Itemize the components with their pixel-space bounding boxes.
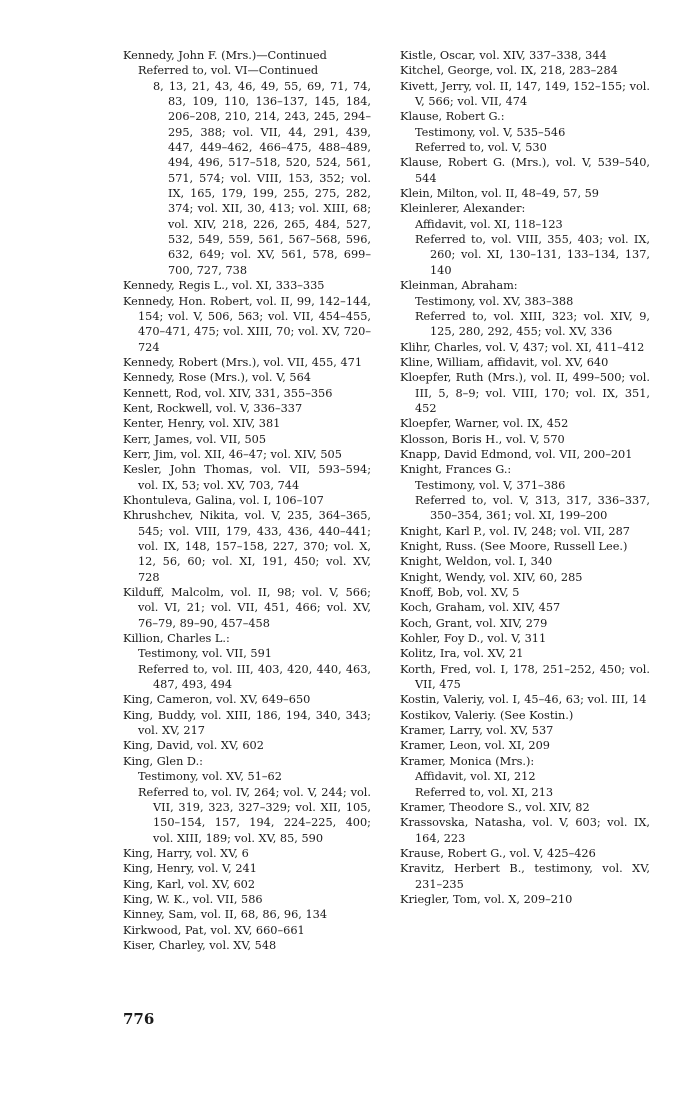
- index-entry: Kiser, Charley, vol. XV, 548: [123, 938, 277, 952]
- index-subentry: Testimony, vol. V, 535–546: [415, 125, 566, 139]
- index-subentry: Affidavit, vol. XI, 212: [415, 770, 536, 784]
- index-entry: King, Karl, vol. XV, 602: [123, 877, 256, 891]
- index-entry: Kinney, Sam, vol. II, 68, 86, 96, 134: [123, 908, 328, 922]
- index-entry: Kerr, Jim, vol. XII, 46–47; vol. XIV, 505: [123, 447, 342, 461]
- index-entry: Klein, Milton, vol. II, 48–49, 57, 59: [400, 187, 599, 201]
- index-entry: Kenter, Henry, vol. XIV, 381: [123, 417, 281, 431]
- index-subentry: Affidavit, vol. XI, 118–123: [415, 217, 563, 231]
- index-entry: Kravitz, Herbert B., testimony, vol. XV, 231–235: [400, 862, 650, 891]
- index-entry: Kennedy, John F. (Mrs.)—Continued: [123, 49, 327, 62]
- index-entry: Kennedy, Robert (Mrs.), vol. VII, 455, 471: [123, 355, 363, 369]
- index-entry: King, W. K., vol. VII, 586: [123, 892, 263, 906]
- index-entry: Kennedy, Rose (Mrs.), vol. V, 564: [123, 371, 311, 385]
- index-entry: Koch, Graham, vol. XIV, 457: [400, 601, 561, 615]
- index-subentry: Testimony, vol. VII, 591: [138, 647, 272, 661]
- index-entry: Kesler, John Thomas, vol. VII, 593–594; vol. IX, 53; vol. XV, 703, 744: [123, 463, 371, 492]
- index-entry: Killion, Charles L.:: [123, 632, 230, 646]
- index-entry: Kostin, Valeriy, vol. I, 45–46, 63; vol. III, 14: [400, 693, 647, 707]
- index-entry: Kent, Rockwell, vol. V, 336–337: [123, 401, 303, 415]
- index-entry: Kivett, Jerry, vol. II, 147, 149, 152–155; vol. V, 566; vol. VII, 474: [400, 79, 650, 109]
- index-column-right: [400, 48, 650, 907]
- index-entry: Kennett, Rod, vol. XIV, 331, 355–356: [123, 386, 333, 400]
- index-entry: Klihr, Charles, vol. V, 437; vol. XI, 411–412: [400, 340, 645, 354]
- page-number: 776: [123, 1010, 155, 1028]
- index-entry: King, Cameron, vol. XV, 649–650: [123, 693, 311, 707]
- index-subentry: Referred to, vol. VIII, 355, 403; vol. IX, 260; vol. XI, 130–131, 133–134, 137, 140: [415, 233, 650, 277]
- index-entry: King, Glen D.:: [123, 754, 203, 768]
- index-entry: Khontuleva, Galina, vol. I, 106–107: [123, 493, 324, 507]
- index-subentry: Referred to, vol. XI, 213: [415, 785, 554, 799]
- index-entry: Kitchel, George, vol. IX, 218, 283–284: [400, 64, 618, 78]
- index-subentry: Testimony, vol. XV, 383–388: [415, 294, 574, 308]
- index-subentry: Testimony, vol. V, 371–386: [415, 478, 566, 492]
- index-entry: Kistle, Oscar, vol. XIV, 337–338, 344: [400, 49, 607, 62]
- index-entry: Knight, Russ. (See Moore, Russell Lee.): [400, 540, 628, 553]
- index-entry: Knapp, David Edmond, vol. VII, 200–201: [400, 447, 633, 461]
- index-subentry: Referred to, vol. IV, 264; vol. V, 244; vol. VII, 319, 323, 327–329; vol. XII, 105, 150–154, 157, 194, 224–225, 400; vol. XIII, 189; vol. XV, 85, 590: [138, 785, 371, 845]
- index-entry: Klause, Robert G. (Mrs.), vol. V, 539–540, 544: [400, 156, 650, 185]
- index-subentry: Referred to, vol. V, 530: [415, 141, 547, 155]
- index-entry: Klosson, Boris H., vol. V, 570: [400, 432, 565, 446]
- index-entry: Khrushchev, Nikita, vol. V, 235, 364–365, 545; vol. VIII, 179, 433, 436, 440–441; vol. IX, 148, 157–158, 227, 370; vol. X, 12, 56, 60; vol. XI, 191, 450; vol. XV, 728: [123, 509, 371, 584]
- index-entry: King, Buddy, vol. XIII, 186, 194, 340, 343; vol. XV, 217: [123, 708, 371, 738]
- index-entry: Kennedy, Hon. Robert, vol. II, 99, 142–144, 154; vol. V, 506, 563; vol. VII, 454–455, 470–471, 475; vol. XIII, 70; vol. XV, 720–724: [123, 294, 371, 354]
- index-subentry: Referred to, vol. VI—Continued: [138, 64, 319, 78]
- index-entry: Kirkwood, Pat, vol. XV, 660–661: [123, 923, 305, 937]
- index-subentry: Referred to, vol. V, 313, 317, 336–337, 350–354, 361; vol. XI, 199–200: [415, 493, 650, 523]
- index-entry: Kramer, Monica (Mrs.):: [400, 754, 535, 768]
- index-entry: Kostikov, Valeriy. (See Kostin.): [400, 708, 574, 722]
- index-entry: Kline, William, affidavit, vol. XV, 640: [400, 355, 609, 369]
- index-entry: Kramer, Theodore S., vol. XIV, 82: [400, 800, 590, 814]
- index-entry: Kleinman, Abraham:: [400, 279, 518, 293]
- index-entry: Knoff, Bob, vol. XV, 5: [400, 586, 520, 600]
- index-entry: Kolitz, Ira, vol. XV, 21: [400, 647, 524, 661]
- index-entry: Kriegler, Tom, vol. X, 209–210: [400, 892, 573, 906]
- index-subentry: 8, 13, 21, 43, 46, 49, 55, 69, 71, 74, 83, 109, 110, 136–137, 145, 184, 206–208, 210, 214, 243, 245, 294–295, 388; vol. VII, 44, 291, 439, 447, 449–462, 466–475, 488–489, 494, 496, 517–518, 520, 524, 561, 571, 574; vol. VIII, 153, 352; vol. IX, 165, 179, 199, 255, 275, 282, 374; vol. XII, 30, 413; vol. XIII, 68; vol. XIV, 218, 226, 265, 484, 527, 532, 549, 559, 561, 567–568, 596, 632, 649; vol. XV, 561, 578, 699–700, 727, 738: [153, 79, 371, 277]
- index-entry: Knight, Weldon, vol. I, 340: [400, 555, 553, 569]
- index-column-left: [123, 48, 371, 953]
- index-subentry: Referred to, vol. III, 403, 420, 440, 463, 487, 493, 494: [138, 662, 371, 692]
- index-entry: King, David, vol. XV, 602: [123, 739, 264, 753]
- index-entry: Koch, Grant, vol. XIV, 279: [400, 616, 548, 630]
- index-entry: Krassovska, Natasha, vol. V, 603; vol. IX, 164, 223: [400, 816, 650, 845]
- index-entry: King, Harry, vol. XV, 6: [123, 846, 249, 860]
- index-entry: Kennedy, Regis L., vol. XI, 333–335: [123, 279, 325, 293]
- index-entry: Korth, Fred, vol. I, 178, 251–252, 450; vol. VII, 475: [400, 662, 650, 692]
- index-subentry: Referred to, vol. XIII, 323; vol. XIV, 9, 125, 280, 292, 455; vol. XV, 336: [415, 309, 650, 339]
- index-entry: Kleinlerer, Alexander:: [400, 202, 526, 216]
- index-entry: Kerr, James, vol. VII, 505: [123, 432, 267, 446]
- index-entry: Kohler, Foy D., vol. V, 311: [400, 632, 547, 646]
- index-entry: Knight, Frances G.:: [400, 463, 512, 477]
- index-entry: Knight, Wendy, vol. XIV, 60, 285: [400, 570, 583, 584]
- index-entry: Knight, Karl P., vol. IV, 248; vol. VII, 287: [400, 524, 630, 538]
- index-entry: Kilduff, Malcolm, vol. II, 98; vol. V, 566; vol. VI, 21; vol. VII, 451, 466; vol. XV, 76–79, 89–90, 457–458: [123, 586, 371, 630]
- index-entry: Kramer, Larry, vol. XV, 537: [400, 724, 554, 738]
- index-entry: Kloepfer, Warner, vol. IX, 452: [400, 417, 569, 431]
- index-entry: Kloepfer, Ruth (Mrs.), vol. II, 499–500; vol. III, 5, 8–9; vol. VIII, 170; vol. IX, 351, 452: [400, 371, 650, 415]
- index-entry: Krause, Robert G., vol. V, 425–426: [400, 846, 596, 860]
- index-entry: King, Henry, vol. V, 241: [123, 862, 257, 876]
- index-entry: Kramer, Leon, vol. XI, 209: [400, 739, 550, 753]
- index-entry: Klause, Robert G.:: [400, 110, 505, 124]
- index-subentry: Testimony, vol. XV, 51–62: [138, 770, 282, 784]
